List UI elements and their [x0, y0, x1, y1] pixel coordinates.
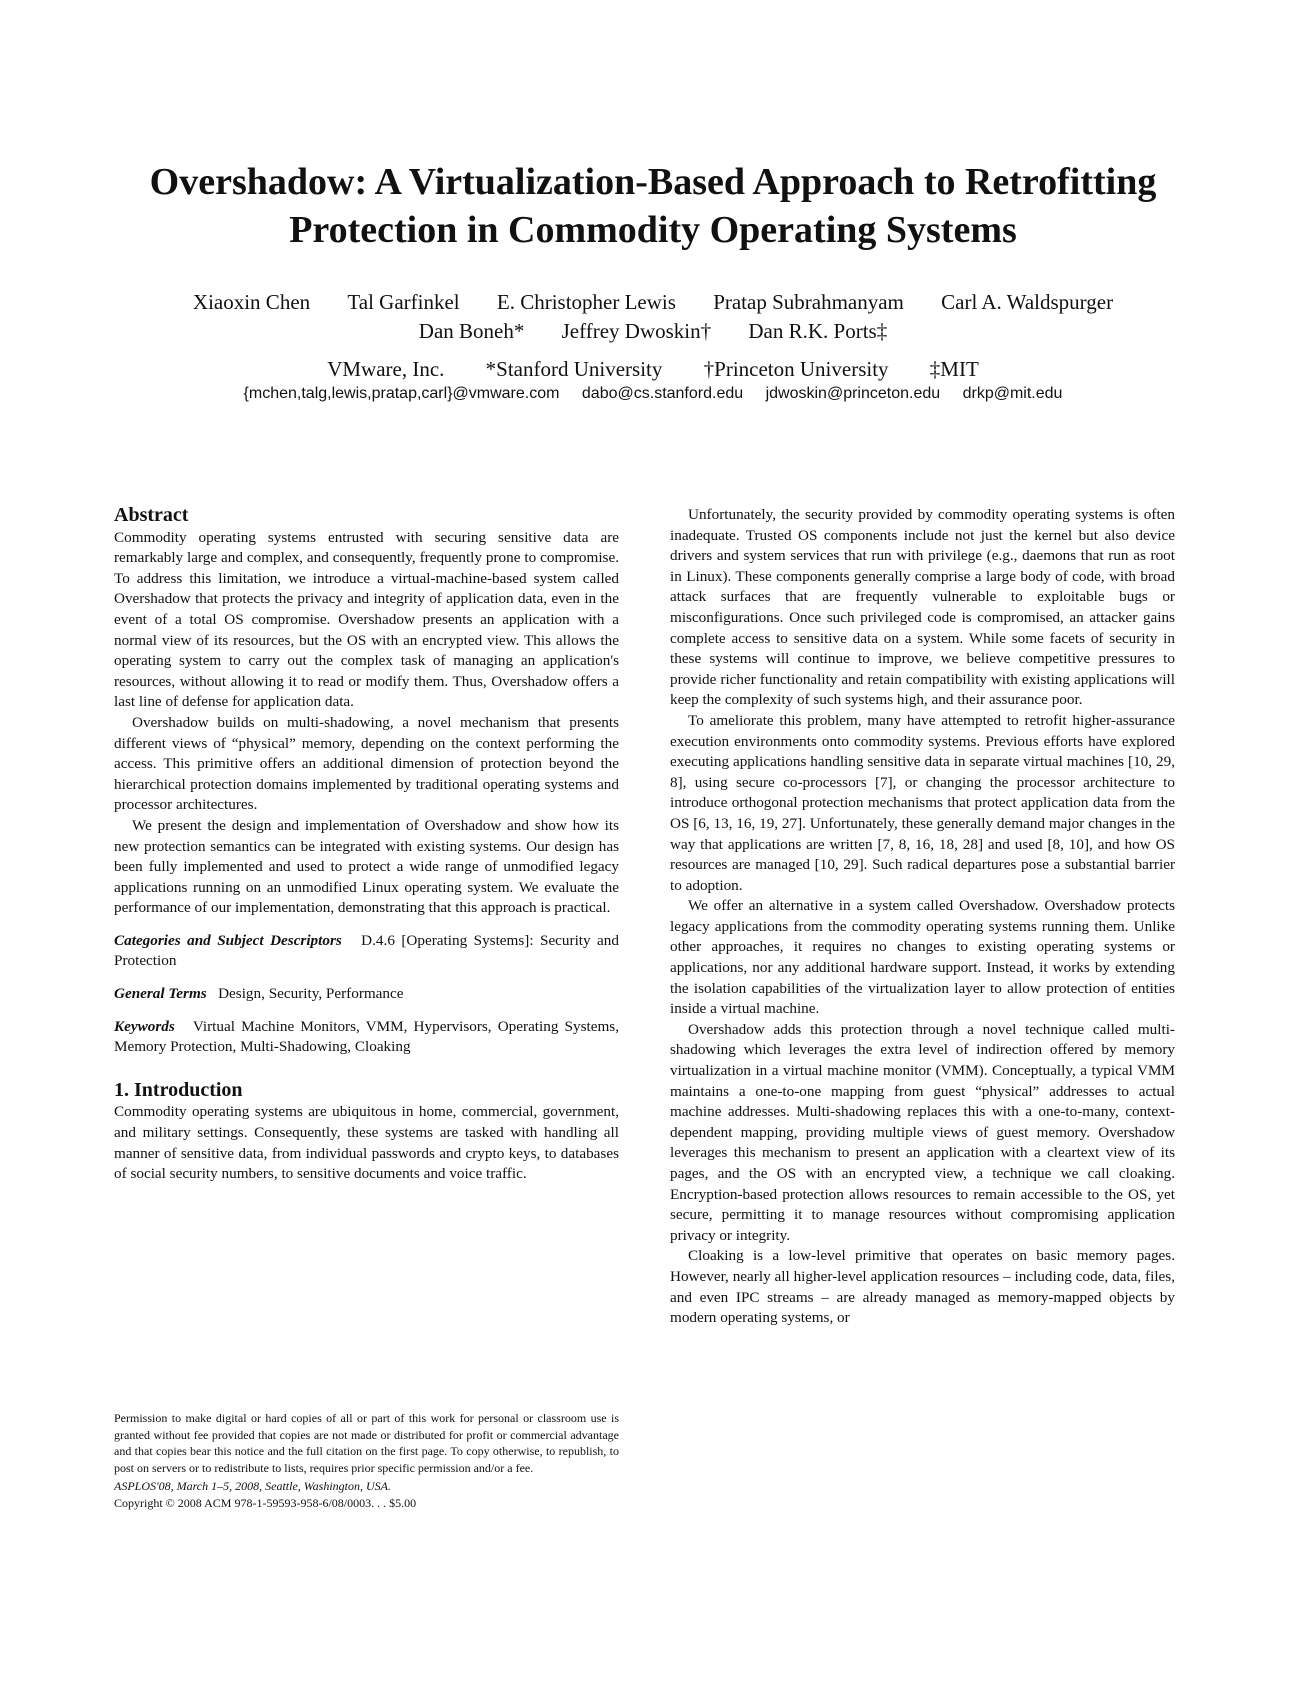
keywords-block: [114, 1017, 619, 1058]
affiliations: [0, 357, 1306, 382]
title-line-2: Protection in Commodity Operating Systems: [289, 209, 1017, 251]
paper-title: [0, 158, 1306, 254]
right-column: [670, 505, 1175, 1329]
body-paragraph: Cloaking is a low-level primitive that operates on basic memory pages. However, nearly all higher-level application resources – including code, data, files, and even IPC streams – are already managed as memory-mapped objects by modern operating systems, or: [670, 1247, 1175, 1327]
authors-row-2: [0, 317, 1306, 346]
author: Xiaoxin Chen: [192, 290, 311, 314]
body-paragraph: We offer an alternative in a system called Overshadow. Overshadow protects legacy applications from the commodity operating systems running them. Unlike other approaches, it requires no changes to existing operating systems or applications, nor any additional hardware support. Instead, it works by extending the isolation capabilities of the virtualization layer to allow protection of entities inside a virtual machine.: [670, 897, 1175, 1018]
email-list: [0, 385, 1306, 403]
email: jdwoskin@princeton.edu: [765, 385, 941, 402]
intro-heading: 1. Introduction: [114, 1078, 243, 1101]
copyright-line: Copyright © 2008 ACM 978-1-59593-958-6/08/0003. . . $5.00: [114, 1495, 417, 1510]
author: Dan R.K. Ports‡: [748, 319, 888, 343]
intro-paragraph: Commodity operating systems are ubiquitous in home, commercial, government, and military settings. Consequently, these systems are tasked with handling all manner of sensitive data, from individual passwords and crypto keys, to databases of social security numbers, to sensitive documents and voice traffic.: [114, 1103, 619, 1183]
keywords-text: Virtual Machine Monitors, VMM, Hypervisors, Operating Systems, Memory Protection, Multi-Shadowing, Cloaking: [114, 1017, 619, 1056]
email: drkp@mit.edu: [962, 385, 1063, 402]
permission-footnote: [114, 1410, 619, 1511]
affiliation: †Princeton University: [703, 357, 889, 381]
author: Carl A. Waldspurger: [941, 290, 1114, 314]
author-list: [0, 288, 1306, 346]
categories-block: [114, 931, 619, 972]
abstract-paragraph: Commodity operating systems entrusted with securing sensitive data are remarkably large and complex, and consequently, frequently prone to compromise. To address this limitation, we introduce a virtual-machine-based system called Overshadow that protects the privacy and integrity of application data, even in the event of a total OS compromise. Overshadow presents an application with a normal view of its resources, but the OS with an encrypted view. This allows the operating system to carry out the complex task of managing an application's resources, without allowing it to read or modify them. Thus, Overshadow offers a last line of defense for application data.: [114, 528, 619, 711]
author: Jeffrey Dwoskin†: [561, 319, 712, 343]
categories-label: Categories and Subject Descriptors: [114, 931, 342, 949]
categories-text: D.4.6 [Operating Systems]: Security and Protection: [114, 931, 619, 970]
general-terms-label: General Terms: [114, 985, 207, 1003]
abstract-heading: Abstract: [114, 504, 189, 526]
affiliation: ‡MIT: [929, 357, 979, 381]
abstract-paragraph: Overshadow builds on multi-shadowing, a novel mechanism that presents different views of “physical” memory, depending on the context performing the access. This primitive offers an additional dimension of protection beyond the hierarchical protection domains implemented by traditional operating systems and processor architectures.: [114, 713, 619, 814]
general-terms-text: Design, Security, Performance: [218, 985, 404, 1003]
author: Dan Boneh*: [418, 319, 525, 343]
author: Tal Garfinkel: [347, 290, 460, 314]
body-paragraph: Unfortunately, the security provided by commodity operating systems is often inadequate. Trusted OS components include not just the kernel but also device drivers and system services that run with privilege (e.g., daemons that run as root in Linux). These components generally comprise a large body of code, with broad attack surfaces that are frequently vulnerable to exploitable bugs or misconfigurations. Once such privileged code is compromised, an attacker gains complete access to sensitive data on a system. While some facets of security in these systems will continue to improve, we believe competitive pressures to provide richer functionality and retain compatibility with existing applications will keep the complexity of such systems high, and their assurance poor.: [670, 506, 1175, 709]
affiliation: *Stanford University: [485, 357, 663, 381]
author: Pratap Subrahmanyam: [713, 290, 904, 314]
abstract-paragraph: We present the design and implementation of Overshadow and show how its new protection semantics can be integrated with existing systems. Our design has been fully implemented and used to protect a wide range of unmodified legacy applications running on an unmodified Linux operating system. We evaluate the performance of our implementation, demonstrating that this approach is practical.: [114, 816, 619, 917]
authors-row-1: [0, 288, 1306, 317]
keywords-label: Keywords: [114, 1017, 175, 1035]
body-paragraph: To ameliorate this problem, many have attempted to retrofit higher-assurance execution environments onto commodity systems. Previous efforts have explored executing applications handling sensitive data in separate virtual machines [10, 29, 8], using secure co-processors [7], or changing the processor architecture to introduce orthogonal protection mechanisms that protect application data from the OS [6, 13, 16, 19, 27]. Unfortunately, these generally demand major changes in the way that applications are written [7, 8, 16, 18, 28] and used [8, 10], and how OS resources are managed [10, 29]. Such radical departures pose a substantial barrier to adoption.: [670, 711, 1175, 894]
general-terms-block: [114, 984, 619, 1005]
author: E. Christopher Lewis: [496, 290, 676, 314]
title-line-1: Overshadow: A Virtualization-Based Approach to Retrofitting: [149, 161, 1157, 203]
body-paragraph: Overshadow adds this protection through a novel technique called multi-shadowing which leverages the extra level of indirection offered by memory virtualization in a virtual machine monitor (VMM). Conceptually, a typical VMM maintains a one-to-one mapping from guest “physical” addresses to actual machine addresses. Multi-shadowing replaces this with a one-to-many, context-dependent mapping, providing multiple views of guest memory. Overshadow leverages this mechanism to present an application with a cleartext view of its pages, and the OS with an encrypted view, a technique we call cloaking. Encryption-based protection allows resources to remain accessible to the OS, yet secure, permitting it to manage resources without compromising application privacy or integrity.: [670, 1020, 1175, 1244]
permission-text: Permission to make digital or hard copies of all or part of this work for personal or classroom use is granted without fee provided that copies are not made or distributed for profit or commercial advantage and that copies bear this notice and the full citation on the first page. To copy otherwise, to republish, to post on servers or to redistribute to lists, requires prior specific permission and/or a fee.: [114, 1411, 619, 1475]
email: {mchen,talg,lewis,pratap,carl}@vmware.com: [243, 385, 560, 402]
venue-line: ASPLOS'08, March 1–5, 2008, Seattle, Washington, USA.: [114, 1479, 391, 1493]
email: dabo@cs.stanford.edu: [581, 385, 744, 402]
affiliation: VMware, Inc.: [327, 357, 445, 381]
left-column: [114, 505, 619, 1185]
